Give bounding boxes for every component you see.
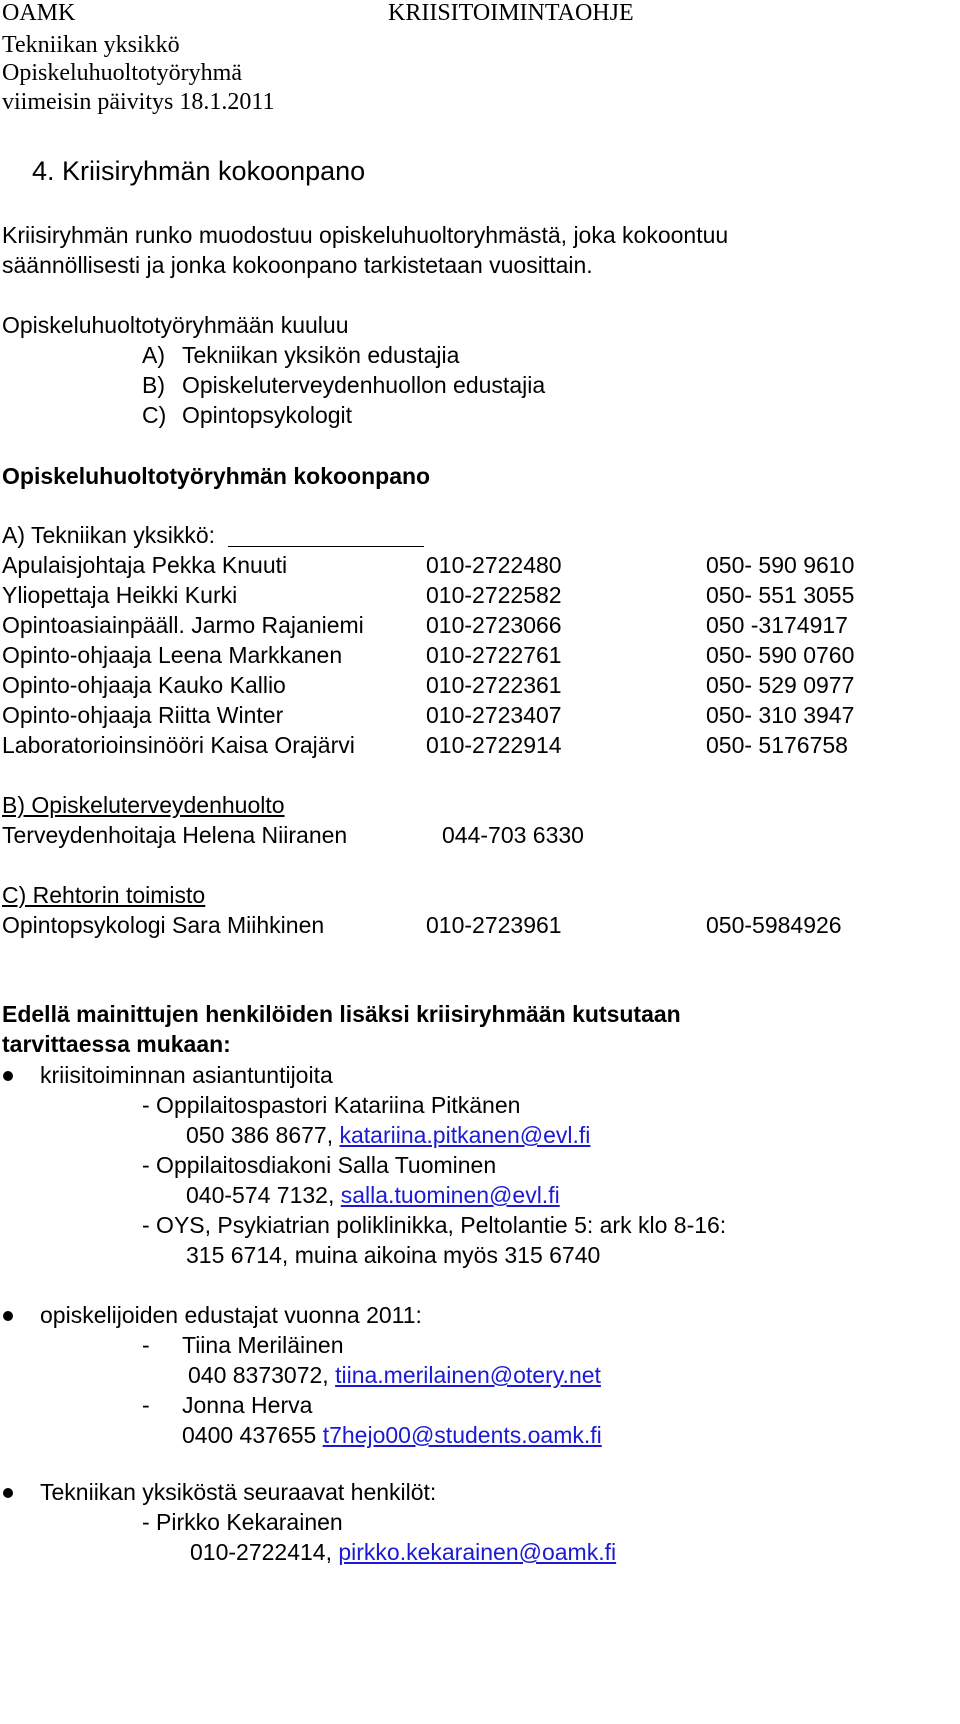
bullet-icon [3,1311,13,1321]
member-name: Apulaisjohtaja Pekka Knuuti [2,552,288,578]
member-letter: B) [142,372,165,398]
bullet-icon [3,1488,13,1498]
contact-phone: 040 8373072, [188,1362,336,1388]
contact-name: Tiina Meriläinen [182,1332,344,1358]
contact-line [186,1120,590,1150]
contact-phone: 040-574 7132, [186,1182,341,1208]
group-c-name: Opintopsykologi Sara Miihkinen [2,912,325,938]
email-link[interactable]: pirkko.kekarainen@oamk.fi [338,1539,617,1565]
member-phone: 010-2722480 [426,552,562,578]
contact-dash: - [142,1392,150,1418]
member-phone: 010-2722761 [426,642,562,668]
member-phone: 010-2722582 [426,582,562,608]
member-phone: 010-2723066 [426,612,562,638]
email-link[interactable]: salla.tuominen@evl.fi [340,1182,560,1208]
additional-heading-1: Edellä mainittujen henkilöiden lisäksi kriisiryhmään kutsutaan [2,1001,681,1027]
bullet-3-text: Tekniikan yksiköstä seuraavat henkilöt: [40,1479,437,1505]
member-mobile: 050- 590 9610 [706,552,855,578]
contact-dash: - [142,1332,150,1358]
member-name: Laboratorioinsinööri Kaisa Orajärvi [2,732,355,758]
header-unit: Tekniikan yksikkö [2,32,180,58]
section-heading: 4. Kriisiryhmän kokoonpano [32,156,366,186]
contact-line [186,1180,560,1210]
group-a-underline [228,546,424,547]
contact-line [188,1360,601,1390]
group-a-label: A) Tekniikan yksikkö: [2,522,216,548]
intro-line-1: Kriisiryhmän runko muodostuu opiskeluhuoltoryhmästä, joka kokoontuu [2,222,729,248]
member-mobile: 050 -3174917 [706,612,848,638]
header-org: OAMK [2,0,76,26]
header-updated: viimeisin päivitys 18.1.2011 [2,89,275,115]
member-item: Opiskeluterveydenhuollon edustajia [182,372,546,398]
email-link[interactable]: katariina.pitkanen@evl.fi [339,1122,591,1148]
contact-name: - Pirkko Kekarainen [142,1509,343,1535]
member-letter: C) [142,402,167,428]
header-title: KRIISITOIMINTAOHJE [388,0,634,26]
bullet-icon [3,1071,13,1081]
contact-name: Jonna Herva [182,1392,313,1418]
group-c-mobile: 050-5984926 [706,912,842,938]
member-phone: 010-2723407 [426,702,562,728]
contact-detail: 315 6714, muina aikoina myös 315 6740 [186,1242,601,1268]
member-name: Opinto-ohjaaja Leena Markkanen [2,642,343,668]
member-mobile: 050- 551 3055 [706,582,855,608]
member-name: Opinto-ohjaaja Riitta Winter [2,702,284,728]
contact-line [190,1537,616,1567]
group-c-phone: 010-2723961 [426,912,562,938]
bullet-1-text: kriisitoiminnan asiantuntijoita [40,1062,333,1088]
contact-phone: 0400 437655 [182,1422,323,1448]
group-b-phone: 044-703 6330 [442,822,584,848]
contact-title: - Oppilaitospastori Katariina Pitkänen [142,1092,521,1118]
member-mobile: 050- 5176758 [706,732,848,758]
contact-phone: 050 386 8677, [186,1122,340,1148]
group-c-label: C) Rehtorin toimisto [2,882,206,908]
composition-heading: Opiskeluhuoltotyöryhmän kokoonpano [2,463,431,489]
member-name: Opinto-ohjaaja Kauko Kallio [2,672,286,698]
group-b-label: B) Opiskeluterveydenhuolto [2,792,285,818]
bullet-2-text: opiskelijoiden edustajat vuonna 2011: [40,1302,422,1328]
member-phone: 010-2722914 [426,732,562,758]
member-letter: A) [142,342,165,368]
contact-line [182,1420,602,1450]
member-mobile: 050- 590 0760 [706,642,855,668]
email-link[interactable]: tiina.merilainen@otery.net [335,1362,601,1388]
member-name: Yliopettaja Heikki Kurki [2,582,238,608]
member-phone: 010-2722361 [426,672,562,698]
intro-line-2: säännöllisesti ja jonka kokoonpano tarkistetaan vuosittain. [2,252,593,278]
additional-heading-2: tarvittaessa mukaan: [2,1031,231,1057]
email-link[interactable]: t7hejo00@students.oamk.fi [322,1422,602,1448]
member-name: Opintoasiainpääll. Jarmo Rajaniemi [2,612,364,638]
member-mobile: 050- 310 3947 [706,702,855,728]
members-intro: Opiskeluhuoltotyöryhmään kuuluu [2,312,349,338]
group-b-name: Terveydenhoitaja Helena Niiranen [2,822,348,848]
member-mobile: 050- 529 0977 [706,672,855,698]
member-item: Opintopsykologit [182,402,353,428]
contact-title: - Oppilaitosdiakoni Salla Tuominen [142,1152,497,1178]
contact-phone: 010-2722414, [190,1539,339,1565]
header-group: Opiskeluhuoltotyöryhmä [2,60,242,86]
contact-title: - OYS, Psykiatrian poliklinikka, Peltolantie 5: ark klo 8-16: [142,1212,727,1238]
member-item: Tekniikan yksikön edustajia [182,342,460,368]
